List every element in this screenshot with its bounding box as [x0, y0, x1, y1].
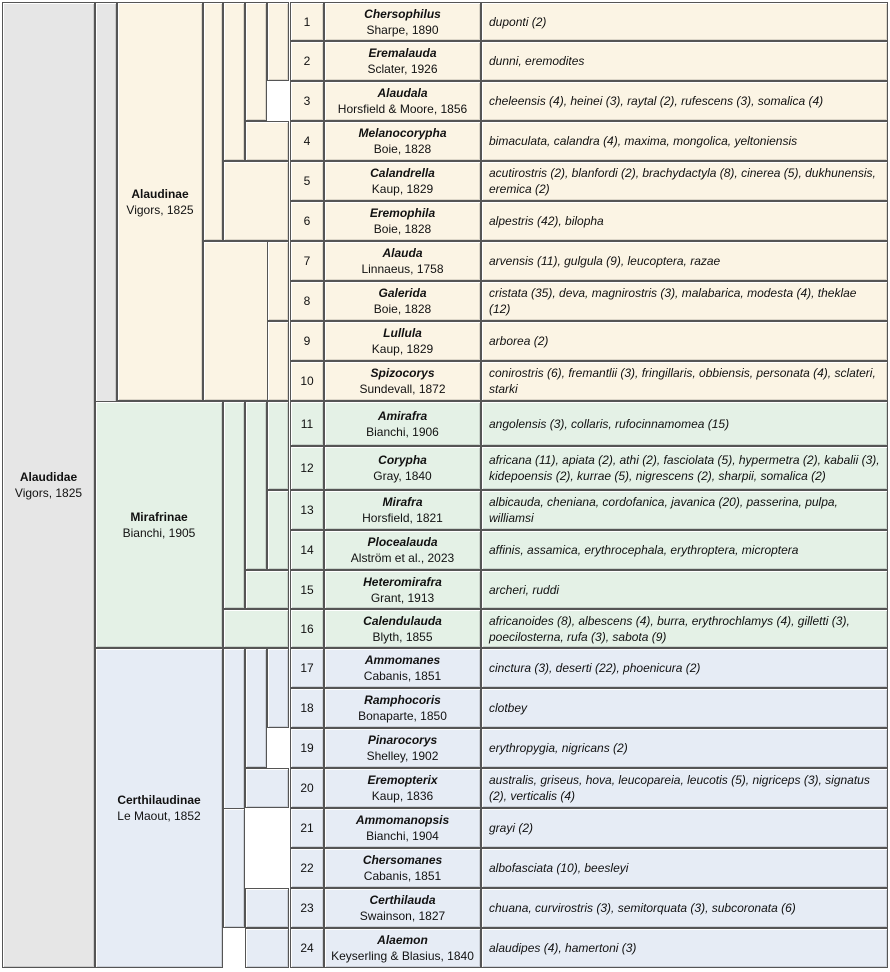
family-name: Alaudidae: [19, 470, 78, 484]
genus-name: Calendulauda: [363, 613, 442, 628]
genus-author: Keyserling & Blasius, 1840: [331, 949, 474, 963]
clade-bracket: [245, 928, 289, 968]
genus-author: Boie, 1828: [373, 142, 432, 156]
clade-bracket: [245, 2, 267, 121]
genus-number: 2: [303, 54, 311, 68]
clade-bracket: [223, 161, 289, 241]
genus-label: [324, 361, 481, 401]
genus-number: 7: [303, 254, 311, 268]
genus-name: Alaudala: [377, 86, 428, 100]
genus-author: Swainson, 1827: [359, 909, 446, 923]
species-list: australis, griseus, hova, leucopareia, leucotis (5), nigriceps (3), signatus (2), verticalis (4): [489, 773, 870, 803]
genus-label: [324, 570, 481, 609]
genus-label: [324, 281, 481, 321]
genus-label: [324, 848, 481, 888]
species-list: erythropygia, nigricans (2): [489, 741, 628, 755]
subfamily-label: [95, 648, 223, 968]
subfamily-name: Alaudinae: [131, 186, 189, 201]
genus-author: Kaup, 1829: [371, 342, 434, 356]
species-list: alpestris (42), bilopha: [489, 214, 604, 228]
genus-name: Chersomanes: [362, 853, 443, 867]
clade-bracket: [245, 401, 267, 570]
clade-bracket: [223, 609, 289, 648]
genus-number: 13: [300, 503, 314, 517]
species-list: angolensis (3), collaris, rufocinnamomea (15): [489, 416, 730, 431]
genus-number: 20: [300, 781, 314, 795]
genus-name: Melanocorypha: [358, 126, 447, 140]
genus-name: Pinarocorys: [367, 733, 438, 747]
genus-label: [324, 2, 481, 41]
genus-name: Heteromirafra: [363, 574, 442, 589]
genus-number: 22: [300, 861, 314, 875]
clade-bracket: [245, 888, 289, 928]
species-list: alaudipes (4), hamertoni (3): [489, 941, 637, 955]
genus-name: Eremophila: [369, 206, 436, 220]
genus-label: [324, 401, 481, 446]
clade-bracket: [267, 490, 289, 570]
genus-number: 19: [300, 741, 314, 755]
clade-bracket: [245, 648, 267, 768]
genus-number: 12: [300, 461, 314, 475]
clade-bracket: [267, 401, 289, 490]
genus-author: Blyth, 1855: [372, 629, 433, 644]
genus-label: [324, 808, 481, 848]
genus-author: Grant, 1913: [370, 590, 435, 605]
species-list: duponti (2): [489, 14, 547, 29]
species-list: africana (11), apiata (2), athi (2), fasciolata (5), hypermetra (2), kabalii (3), kidepoensis (2), kurrae (5), nigrescens (2), sharpii, somalica (2): [489, 453, 880, 483]
species-list: dunni, eremodites: [489, 54, 585, 68]
genus-label: [324, 530, 481, 570]
clade-bracket: [245, 121, 289, 161]
genus-number: 8: [303, 294, 311, 308]
genus-label: [324, 688, 481, 728]
clade-bracket: [267, 2, 289, 81]
subfamily-name: Certhilaudinae: [117, 793, 201, 807]
species-list: albicauda, cheniana, cordofanica, javanica (20), passerina, pulpa, williamsi: [489, 495, 838, 525]
genus-name: Eremopterix: [367, 773, 438, 787]
genus-number: 24: [300, 941, 314, 955]
genus-author: Boie, 1828: [373, 302, 432, 316]
species-list: clotbey: [489, 701, 528, 715]
genus-number: 23: [300, 901, 314, 915]
genus-label: [324, 648, 481, 688]
genus-number: 16: [300, 621, 314, 636]
species-list: archeri, ruddi: [489, 582, 560, 597]
clade-bracket: [223, 808, 245, 928]
genus-author: Shelley, 1902: [366, 749, 439, 763]
species-list: cinctura (3), deserti (22), phoenicura (2): [489, 661, 701, 675]
genus-author: Linnaeus, 1758: [361, 262, 444, 276]
genus-author: Bonaparte, 1850: [358, 709, 447, 723]
genus-author: Gray, 1840: [373, 469, 432, 483]
species-list: albofasciata (10), beesleyi: [489, 861, 629, 875]
subfamily-author: Bianchi, 1905: [122, 525, 196, 540]
genus-name: Eremalauda: [368, 46, 437, 60]
subfamily-label: [117, 2, 203, 401]
genus-label: [324, 609, 481, 648]
genus-label: [324, 928, 481, 968]
genus-number: 9: [303, 334, 311, 348]
genus-author: Bianchi, 1904: [366, 829, 439, 843]
genus-label: [324, 888, 481, 928]
genus-label: [324, 201, 481, 241]
genus-label: [324, 768, 481, 808]
genus-author: Sundevall, 1872: [359, 382, 446, 396]
genus-label: [324, 728, 481, 768]
genus-name: Alauda: [382, 246, 423, 260]
genus-label: [324, 41, 481, 81]
species-list: arvensis (11), gulgula (9), leucoptera, razae: [489, 254, 721, 268]
subfamily-author: Le Maout, 1852: [117, 809, 201, 823]
clade-bracket: [267, 241, 289, 321]
genus-label: [324, 121, 481, 161]
subfamily-name: Mirafrinae: [130, 509, 188, 524]
clade-bracket: [245, 570, 289, 609]
genus-number: 17: [300, 661, 314, 675]
genus-name: Ammomanes: [364, 653, 441, 667]
genus-name: Lullula: [383, 326, 422, 340]
genus-label: [324, 446, 481, 490]
family-author: Vigors, 1825: [14, 486, 83, 500]
genus-author: Kaup, 1836: [371, 789, 434, 803]
species-list: cristata (35), deva, magnirostris (3), malabarica, modesta (4), theklae (12): [489, 286, 857, 316]
genus-name: Chersophilus: [364, 6, 441, 21]
subfamily-author: Vigors, 1825: [126, 202, 194, 217]
genus-name: Mirafra: [382, 495, 423, 509]
clade-bracket: [223, 2, 245, 161]
genus-label: [324, 81, 481, 121]
genus-label: [324, 321, 481, 361]
genus-author: Cabanis, 1851: [363, 869, 442, 883]
genus-number: 5: [303, 174, 311, 188]
genus-author: Cabanis, 1851: [363, 669, 442, 683]
genus-author: Horsfield & Moore, 1856: [337, 102, 468, 116]
genus-author: Alström et al., 2023: [350, 551, 455, 565]
genus-label: [324, 241, 481, 281]
species-list: cheleensis (4), heinei (3), raytal (2), rufescens (3), somalica (4): [489, 94, 824, 108]
species-list: chuana, curvirostris (3), semitorquata (3), subcoronata (6): [489, 901, 796, 915]
genus-name: Ammomanopsis: [355, 813, 450, 827]
species-list: affinis, assamica, erythrocephala, erythroptera, microptera: [489, 543, 799, 557]
genus-label: [324, 161, 481, 201]
genus-name: Calandrella: [370, 166, 435, 180]
species-list: bimaculata, calandra (4), maxima, mongolica, yeltoniensis: [489, 134, 798, 148]
genus-number: 10: [300, 374, 314, 388]
genus-number: 15: [300, 582, 314, 597]
genus-name: Amirafra: [377, 408, 428, 423]
species-list: grayi (2): [489, 821, 534, 835]
genus-author: Sharpe, 1890: [366, 22, 439, 37]
family-label: [2, 2, 95, 968]
genus-number: 21: [300, 821, 314, 835]
genus-name: Spizocorys: [370, 366, 435, 380]
clade-bracket: [267, 648, 289, 728]
genus-name: Certhilauda: [369, 893, 436, 907]
genus-number: 14: [300, 543, 314, 557]
species-list: arborea (2): [489, 334, 549, 348]
genus-name: Galerida: [378, 286, 427, 300]
genus-number: 6: [303, 214, 311, 228]
genus-name: Plocealauda: [367, 535, 438, 549]
genus-author: Horsfield, 1821: [362, 511, 443, 525]
genus-author: Kaup, 1829: [371, 182, 434, 196]
genus-number: 4: [303, 134, 311, 148]
clade-bracket: [267, 321, 289, 401]
genus-author: Bianchi, 1906: [366, 424, 439, 439]
species-list: africanoides (8), albescens (4), burra, erythrochlamys (4), gilletti (3), poecilosterna, rufa (3), sabota (9): [489, 613, 850, 644]
clade-bracket: [223, 401, 245, 609]
genus-number: 3: [303, 94, 311, 108]
species-list: conirostris (6), fremantlii (3), fringillaris, obbiensis, personata (4), sclateri, starki: [489, 366, 876, 396]
genus-name: Alaemon: [377, 933, 428, 947]
genus-author: Sclater, 1926: [367, 62, 438, 76]
genus-number: 18: [300, 701, 314, 715]
subfamily-label: [95, 401, 223, 648]
genus-name: Corypha: [378, 453, 427, 467]
genus-author: Boie, 1828: [373, 222, 432, 236]
genus-number: 1: [303, 14, 311, 29]
genus-number: 11: [300, 416, 314, 431]
clade-bracket: [203, 2, 223, 241]
clade-bracket: [245, 768, 289, 808]
species-list: acutirostris (2), blanfordi (2), brachydactyla (8), cinerea (5), dukhunensis, eremica (2): [489, 166, 876, 196]
genus-label: [324, 490, 481, 530]
genus-name: Ramphocoris: [364, 693, 441, 707]
